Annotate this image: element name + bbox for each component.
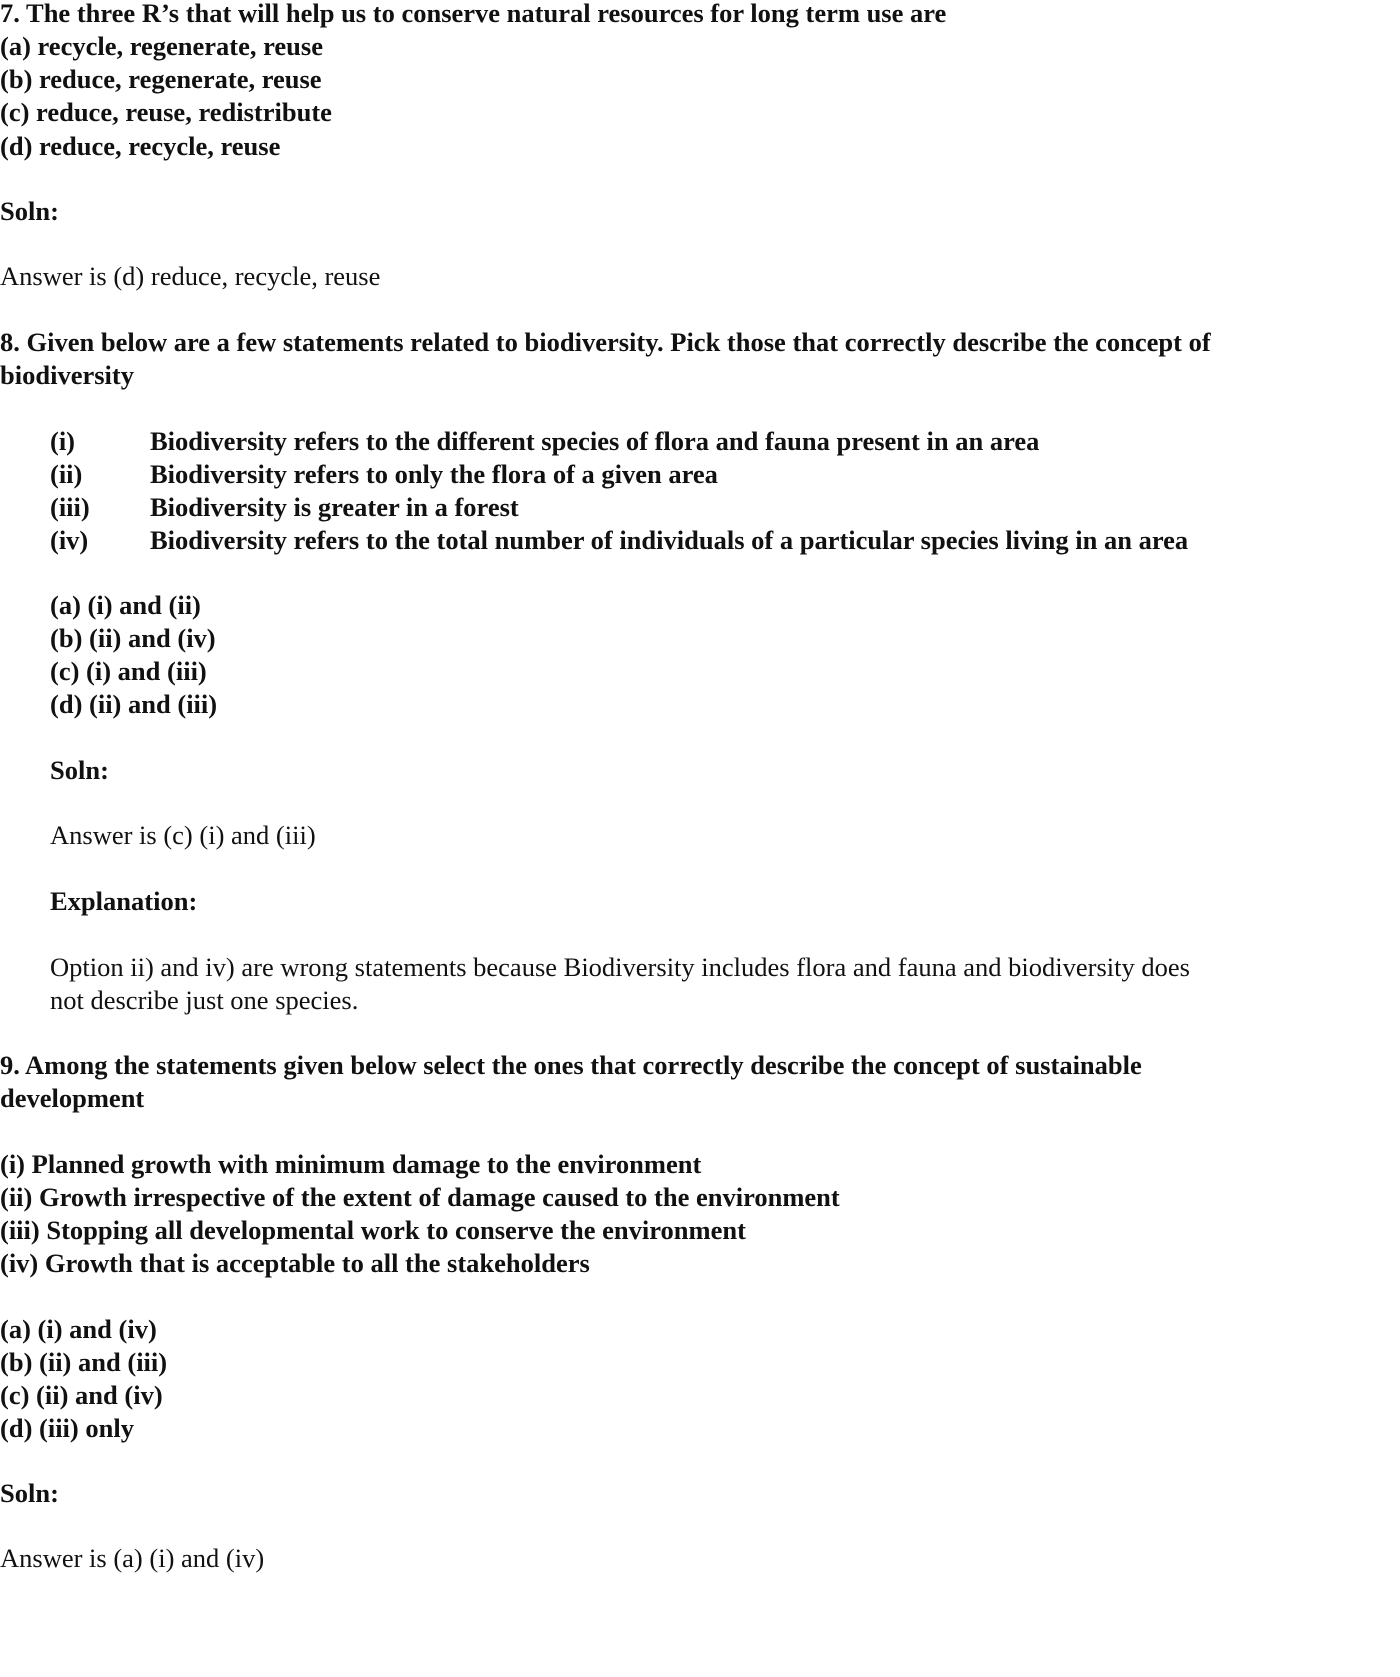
q9-option-b: (b) (ii) and (iii) xyxy=(0,1347,168,1377)
q7-option-b: (b) reduce, regenerate, reuse xyxy=(0,64,322,94)
q9-statement: (i) Planned growth with minimum damage to the environment xyxy=(0,1149,702,1179)
q8-statement-number: (iii) xyxy=(50,492,90,522)
q9-answer: Answer is (a) (i) and (iv) xyxy=(0,1543,265,1573)
q9-option-c: (c) (ii) and (iv) xyxy=(0,1380,163,1410)
q7-option-a: (a) recycle, regenerate, reuse xyxy=(0,31,323,61)
q8-explanation-line2: not describe just one species. xyxy=(50,985,359,1015)
q8-statement-text: Biodiversity refers to the total number of individuals of a particular species living in an area xyxy=(150,525,1189,555)
q8-question-line1: 8. Given below are a few statements related to biodiversity. Pick those that correctly describe the concept of xyxy=(0,327,1211,357)
q7-answer: Answer is (d) reduce, recycle, reuse xyxy=(0,261,381,291)
q9-statement: (ii) Growth irrespective of the extent of damage caused to the environment xyxy=(0,1182,840,1212)
q7-option-c: (c) reduce, reuse, redistribute xyxy=(0,97,332,127)
q8-question-line2: biodiversity xyxy=(0,360,134,390)
q8-answer: Answer is (c) (i) and (iii) xyxy=(50,820,316,850)
q8-explanation-line1: Option ii) and iv) are wrong statements because Biodiversity includes flora and fauna and biodiversity does xyxy=(50,952,1190,982)
q9-statement: (iv) Growth that is acceptable to all the stakeholders xyxy=(0,1248,590,1278)
q7-question: 7. The three R’s that will help us to conserve natural resources for long term use are xyxy=(0,0,947,28)
q9-question-line1: 9. Among the statements given below select the ones that correctly describe the concept of sustainable xyxy=(0,1050,1142,1080)
q9-question-line2: development xyxy=(0,1083,145,1113)
q8-option-d: (d) (ii) and (iii) xyxy=(50,689,218,719)
q8-soln-label: Soln: xyxy=(50,755,109,785)
q8-statement-text: Biodiversity refers to only the flora of a given area xyxy=(150,459,718,489)
q8-option-b: (b) (ii) and (iv) xyxy=(50,623,216,653)
q8-explanation-label: Explanation: xyxy=(50,886,198,916)
q8-option-a: (a) (i) and (ii) xyxy=(50,590,201,620)
q8-option-c: (c) (i) and (iii) xyxy=(50,656,207,686)
q8-statement-number: (i) xyxy=(50,426,76,456)
q9-option-d: (d) (iii) only xyxy=(0,1413,134,1443)
q8-statement-number: (ii) xyxy=(50,459,83,489)
q8-statement-number: (iv) xyxy=(50,525,89,555)
q9-option-a: (a) (i) and (iv) xyxy=(0,1314,157,1344)
q7-option-d: (d) reduce, recycle, reuse xyxy=(0,131,281,161)
q9-soln-label: Soln: xyxy=(0,1478,59,1508)
q8-statement-text: Biodiversity is greater in a forest xyxy=(150,492,519,522)
q8-statement-text: Biodiversity refers to the different species of flora and fauna present in an area xyxy=(150,426,1040,456)
q9-statement: (iii) Stopping all developmental work to conserve the environment xyxy=(0,1215,746,1245)
q7-soln-label: Soln: xyxy=(0,196,59,226)
